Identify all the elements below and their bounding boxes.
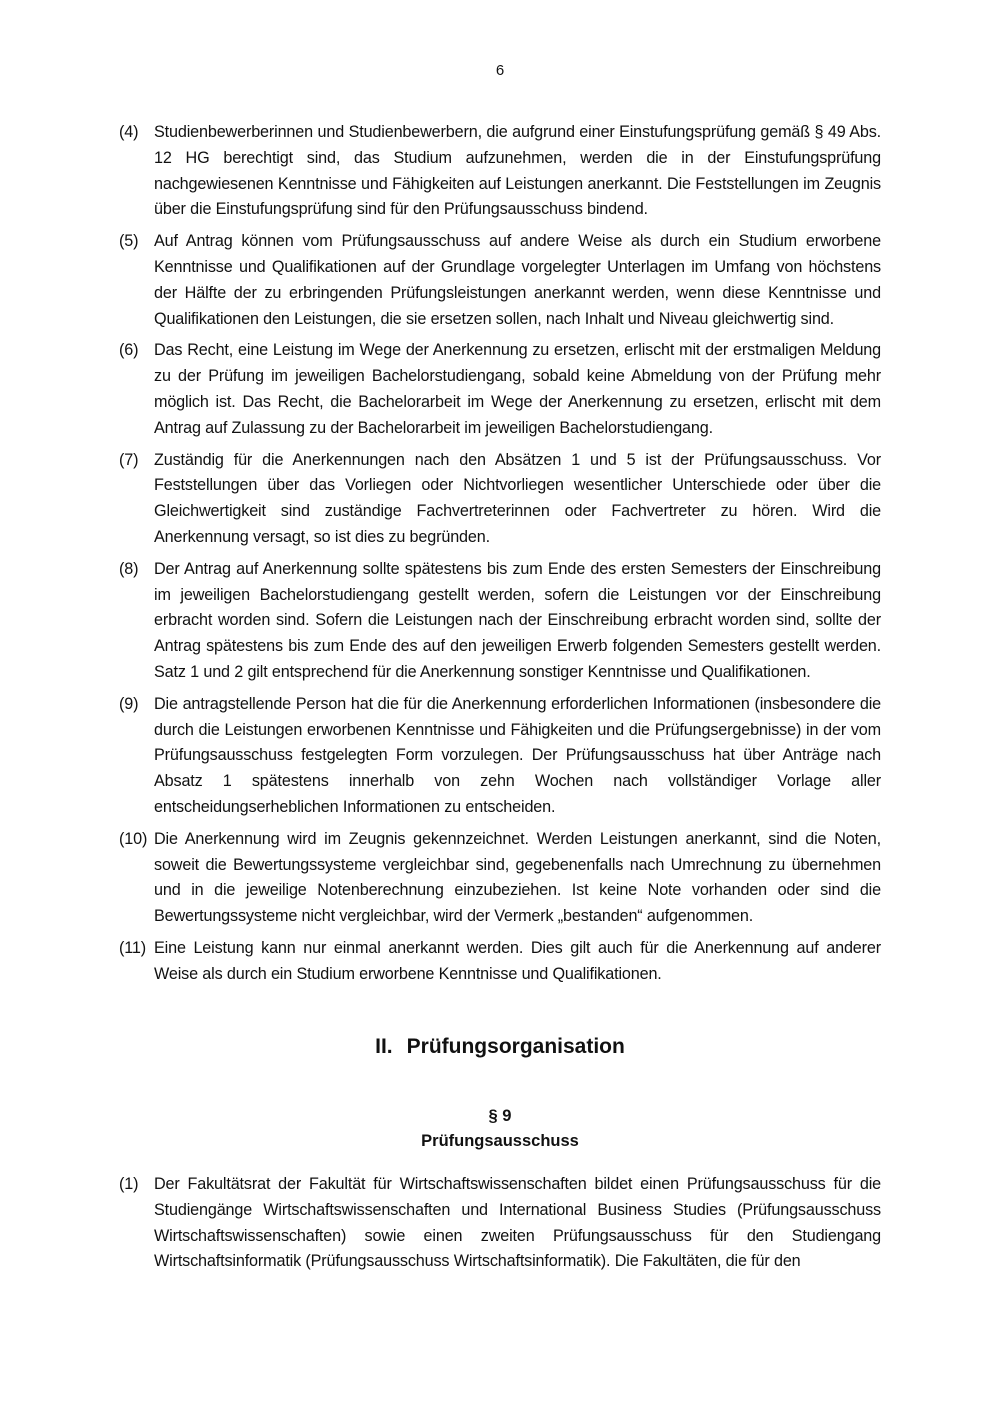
paragraph-heading-title: Prüfungsausschuss — [421, 1132, 579, 1150]
paragraph-item — [119, 1172, 881, 1275]
paragraph-item — [119, 692, 881, 821]
section-roman-numeral: II. — [375, 1035, 393, 1058]
paragraph-number: (1) — [119, 1175, 139, 1193]
paragraph-text: Das Recht, eine Leistung im Wege der Anerkennung zu ersetzen, erlischt mit der erstmaligen Meldung zu der Prüfung im jeweiligen Bachelorstudiengang, sobald keine Abmeldung von der Prüfung mehr möglich ist. Das Recht, die Bachelorarbeit im Wege der Anerkennung zu ersetzen, erlischt mit dem Antrag auf Zulassung zu der Bachelorarbeit im jeweiligen Bachelorstudiengang. — [154, 341, 881, 437]
paragraph-heading — [0, 1104, 1000, 1154]
section-title — [0, 1035, 1000, 1059]
paragraph-item — [119, 338, 881, 441]
paragraph-number: (7) — [119, 450, 139, 469]
paragraph-text: Der Antrag auf Anerkennung sollte spätestens bis zum Ende des ersten Semesters der Einschreibung im jeweiligen Bachelorstudiengang gestellt werden, sofern die Leistungen vor der Einschreibung erbracht worden sind. Sofern die Leistungen nach der Einschreibung erbracht worden sind, sollte der Antrag spätestens bis zum Ende des auf den jeweiligen Erwerb folgenden Semesters gestellt werden. Satz 1 und 2 gilt entsprechend für die Anerkennung sonstiger Kenntnisse und Qualifikationen. — [154, 559, 881, 681]
paragraph-text: Studienbewerberinnen und Studienbewerbern, die aufgrund einer Einstufungsprüfung gemäß § 49 Abs. 12 HG berechtigt sind, das Studium aufzunehmen, werden die in der Einstufungsprüfung nachgewiesenen Kenntnisse und Fähigkeiten auf Leistungen anerkannt. Die Feststellungen im Zeugnis über die Einstufungsprüfung sind für den Prüfungsausschuss bindend. — [154, 123, 881, 219]
paragraph-number: (5) — [119, 232, 139, 251]
paragraph-list-bottom — [119, 1172, 881, 1275]
paragraph-text: Eine Leistung kann nur einmal anerkannt werden. Dies gilt auch für die Anerkennung auf anderer Weise als durch ein Studium erworbene Kenntnisse und Qualifikationen. — [154, 938, 881, 983]
paragraph-item — [119, 936, 881, 988]
paragraph-number: (6) — [119, 341, 139, 360]
paragraph-item — [119, 120, 881, 223]
paragraph-text: Die antragstellende Person hat die für die Anerkennung erforderlichen Informationen (insbesondere die durch die Leistungen erworbenen Kenntnisse und Fähigkeiten und die Prüfungsergebnisse) in der vom Prüfungsausschuss festgelegten Form vorzulegen. Der Prüfungsausschuss hat über Anträge nach Absatz 1 spätestens innerhalb von zehn Wochen nach vollständiger Vorlage aller entscheidungserheblichen Informationen zu entscheiden. — [154, 694, 881, 816]
paragraph-text: Zuständig für die Anerkennungen nach den Absätzen 1 und 5 ist der Prüfungsausschuss. Vor Feststellungen über das Vorliegen oder Nichtvorliegen wesentlicher Unterschiede oder über die Gleichwertigkeit sind zuständige Fachvertreterinnen oder Fachvertreter zu hören. Wird die Anerkennung versagt, so ist dies zu begründen. — [154, 450, 881, 546]
paragraph-symbol: § 9 — [488, 1107, 512, 1125]
paragraph-item — [119, 229, 881, 332]
paragraph-item — [119, 827, 881, 930]
paragraph-text: Der Fakultätsrat der Fakultät für Wirtschaftswissenschaften bildet einen Prüfungsausschuss für die Studiengänge Wirtschaftswissenschaften und International Business Studies (Prüfungsausschuss Wirtschaftswissenschaften) sowie einen zweiten Prüfungsausschuss für den Studiengang Wirtschaftsinformatik (Prüfungsausschuss Wirtschaftsinformatik). Die Fakultäten, die für den — [154, 1175, 881, 1271]
paragraph-text: Auf Antrag können vom Prüfungsausschuss auf andere Weise als durch ein Studium erworbene Kenntnisse und Qualifikationen auf der Grundlage vorgelegter Unterlagen im Umfang von höchstens der Hälfte der zu erbringenden Prüfungsleistungen anerkannt werden, wenn diese Kenntnisse und Qualifikationen den Leistungen, die sie ersetzen sollen, nach Inhalt und Niveau gleichwertig sind. — [154, 232, 881, 328]
paragraph-item — [119, 448, 881, 551]
paragraph-number: (8) — [119, 559, 139, 578]
paragraph-number: (11) — [119, 938, 146, 957]
paragraph-number: (9) — [119, 694, 139, 713]
paragraph-item — [119, 557, 881, 686]
paragraph-number: (4) — [119, 123, 139, 141]
section-title-text: Prüfungsorganisation — [406, 1035, 625, 1058]
paragraph-number: (10) — [119, 829, 148, 848]
page-number: 6 — [495, 62, 505, 79]
paragraph-text: Die Anerkennung wird im Zeugnis gekennzeichnet. Werden Leistungen anerkannt, sind die Noten, soweit die Bewertungssysteme vergleichbar sind, gegebenenfalls nach Umrechnung zu übernehmen und in die jeweilige Notenberechnung einzubeziehen. Ist keine Note vorhanden oder sind die Bewertungssysteme nicht vergleichbar, wird der Vermerk „bestanden“ aufgenommen. — [154, 829, 881, 926]
paragraph-list-top — [119, 120, 881, 988]
